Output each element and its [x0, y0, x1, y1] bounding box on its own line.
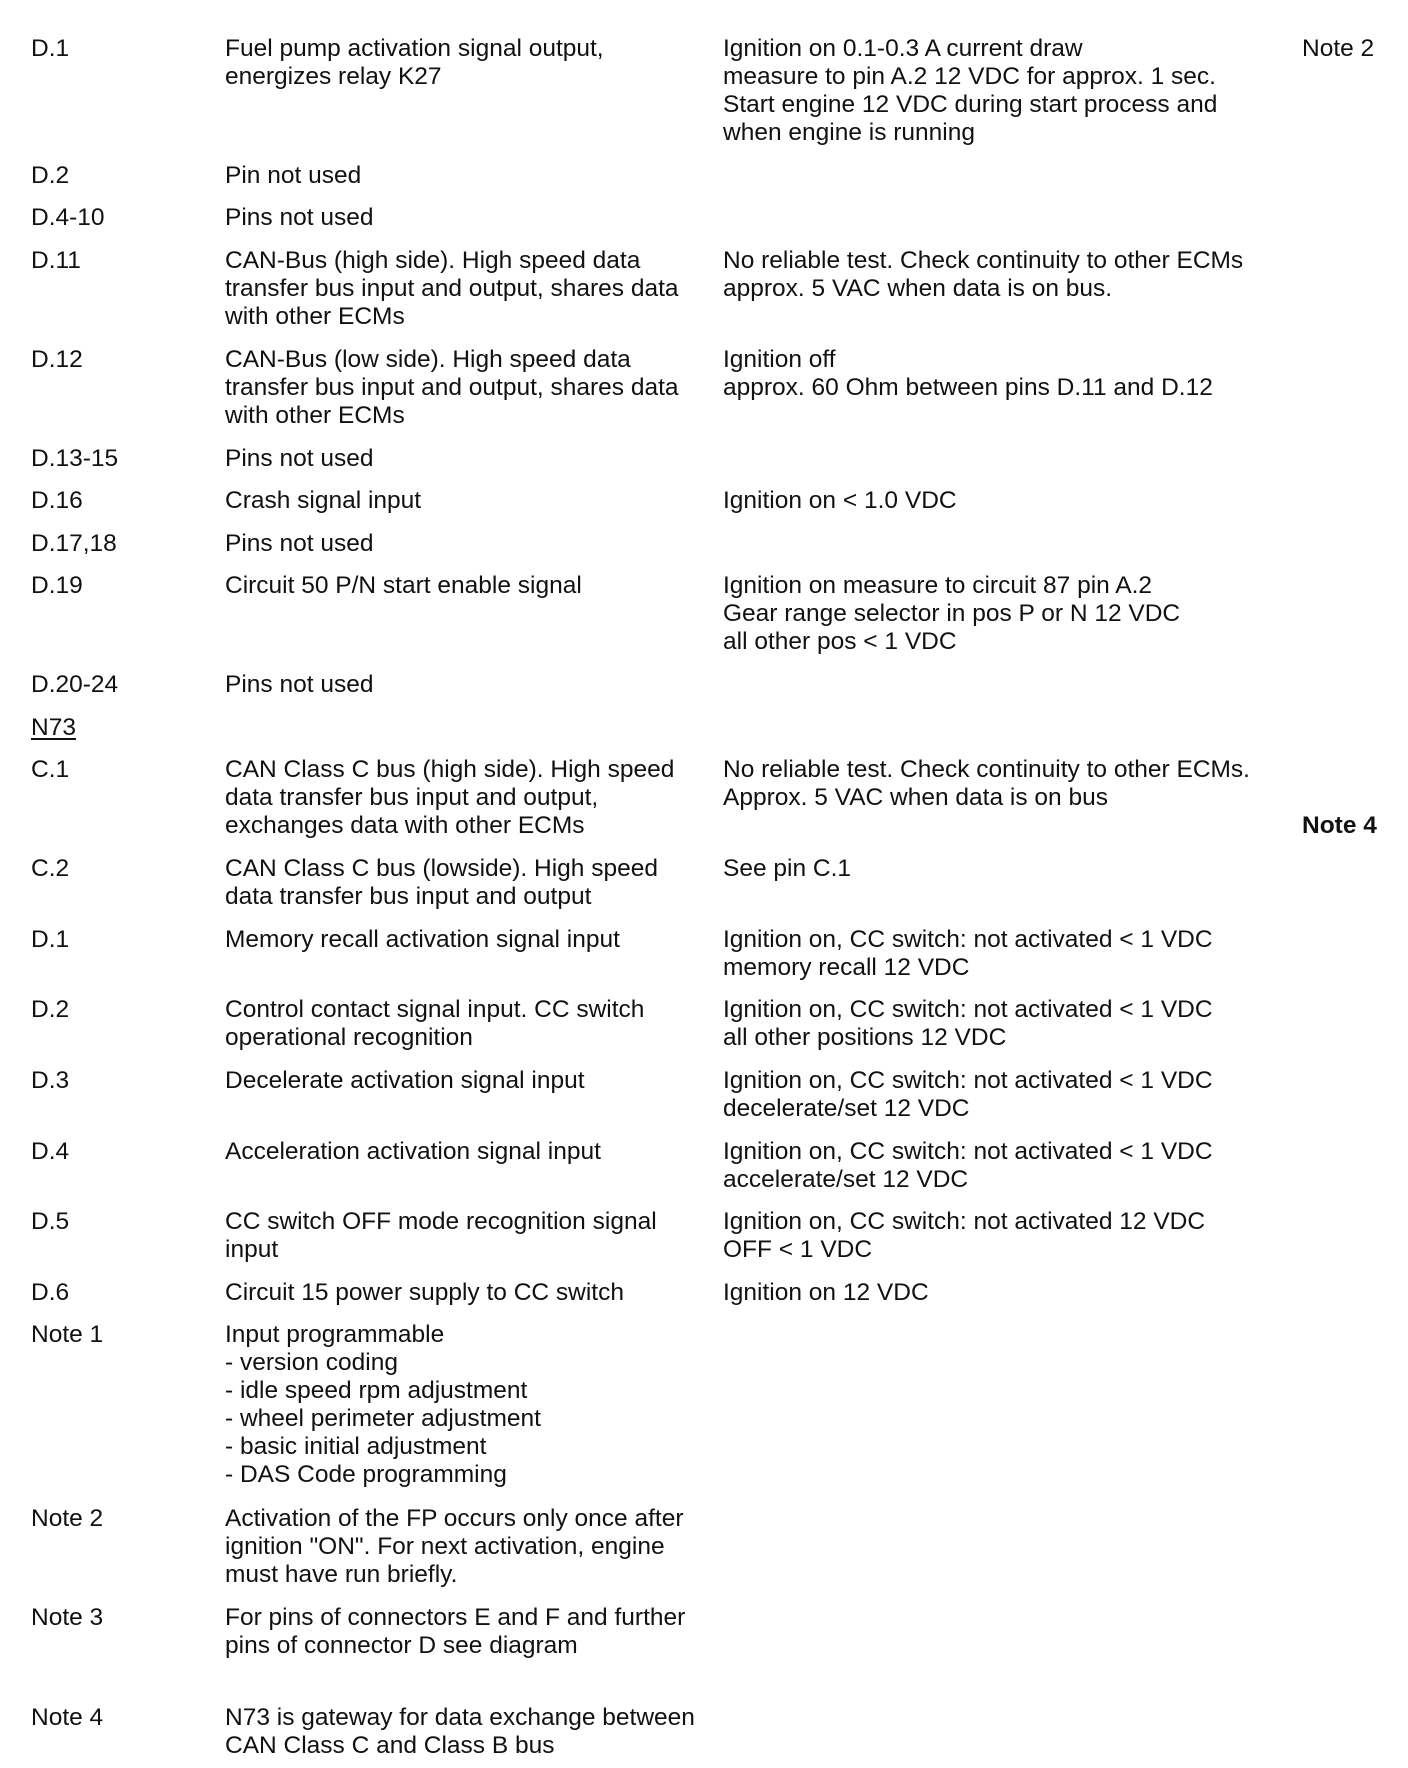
pin-function: Decelerate activation signal input — [225, 1067, 585, 1094]
pin-test-condition: Ignition on 0.1-0.3 A current draw measure to pin A.2 12 VDC for approx. 1 sec. Start engine 12 VDC during start process and when engine is running — [723, 35, 1218, 146]
pin-id: D.2 — [31, 996, 70, 1023]
pin-test-condition: Ignition on, CC switch: not activated < 1 VDC accelerate/set 12 VDC — [723, 1138, 1213, 1193]
pin-test-condition: Ignition off approx. 60 Ohm between pins D.11 and D.12 — [723, 346, 1213, 401]
note-label: Note 4 — [31, 1704, 104, 1731]
pin-id: D.13-15 — [31, 445, 119, 472]
pin-function: Crash signal input — [225, 487, 422, 514]
pin-id: D.4 — [31, 1138, 70, 1165]
pin-function: CAN-Bus (low side). High speed data transfer bus input and output, shares data with other ECMs — [225, 346, 679, 429]
pin-test-condition: Ignition on, CC switch: not activated 12 VDC OFF < 1 VDC — [723, 1208, 1206, 1263]
pin-id: D.6 — [31, 1279, 70, 1306]
pin-test-condition: No reliable test. Check continuity to other ECMs approx. 5 VAC when data is on bus. — [723, 247, 1244, 302]
note-label: Note 2 — [31, 1505, 104, 1532]
pin-function: CAN Class C bus (lowside). High speed data transfer bus input and output — [225, 855, 658, 910]
pin-test-condition: Ignition on 12 VDC — [723, 1279, 929, 1306]
pin-id: D.1 — [31, 35, 70, 62]
pin-test-condition: Ignition on, CC switch: not activated < 1 VDC memory recall 12 VDC — [723, 926, 1213, 981]
pin-id: D.17,18 — [31, 530, 117, 557]
pin-test-condition: Ignition on < 1.0 VDC — [723, 487, 957, 514]
pin-function: Acceleration activation signal input — [225, 1138, 601, 1165]
pin-test-condition: Ignition on measure to circuit 87 pin A.2 Gear range selector in pos P or N 12 VDC all other pos < 1 VDC — [723, 572, 1181, 655]
pin-function: CAN-Bus (high side). High speed data transfer bus input and output, shares data with other ECMs — [225, 247, 679, 330]
note-text: Input programmable - version coding - idle speed rpm adjustment - wheel perimeter adjustment - basic initial adjustment - DAS Code programming — [225, 1321, 541, 1488]
pin-test-condition: Ignition on, CC switch: not activated < 1 VDC all other positions 12 VDC — [723, 996, 1213, 1051]
pin-function: Pins not used — [225, 671, 374, 698]
pin-id: D.1 — [31, 926, 70, 953]
pin-test-condition: See pin C.1 — [723, 855, 852, 882]
section-heading: N73 — [31, 714, 76, 741]
pin-id: D.12 — [31, 346, 83, 373]
pin-note-ref: Note 4 — [1302, 812, 1377, 839]
pin-function: Memory recall activation signal input — [225, 926, 620, 953]
pin-function: Fuel pump activation signal output, energizes relay K27 — [225, 35, 604, 90]
pin-id: D.16 — [31, 487, 83, 514]
pin-function: Circuit 50 P/N start enable signal — [225, 572, 582, 599]
note-text: For pins of connectors E and F and further pins of connector D see diagram — [225, 1604, 686, 1659]
note-label: Note 3 — [31, 1604, 104, 1631]
pin-test-condition: Ignition on, CC switch: not activated < 1 VDC decelerate/set 12 VDC — [723, 1067, 1213, 1122]
pin-function: CC switch OFF mode recognition signal input — [225, 1208, 657, 1263]
pin-test-condition: No reliable test. Check continuity to other ECMs. Approx. 5 VAC when data is on bus — [723, 756, 1250, 811]
note-text: N73 is gateway for data exchange between CAN Class C and Class B bus — [225, 1704, 695, 1759]
pin-id: D.4-10 — [31, 204, 105, 231]
pin-function: Control contact signal input. CC switch operational recognition — [225, 996, 645, 1051]
pin-id: D.11 — [31, 247, 81, 274]
pin-function: Pins not used — [225, 204, 374, 231]
pin-id: D.5 — [31, 1208, 70, 1235]
pin-id: D.20-24 — [31, 671, 119, 698]
pin-function: Circuit 15 power supply to CC switch — [225, 1279, 624, 1306]
pin-id: C.1 — [31, 756, 70, 783]
note-label: Note 1 — [31, 1321, 104, 1348]
pin-id: D.3 — [31, 1067, 70, 1094]
pin-id: C.2 — [31, 855, 70, 882]
pin-function: Pin not used — [225, 162, 362, 189]
pin-function: Pins not used — [225, 445, 374, 472]
pin-note-ref: Note 2 — [1302, 35, 1375, 62]
pin-id: D.19 — [31, 572, 83, 599]
pin-id: D.2 — [31, 162, 70, 189]
note-text: Activation of the FP occurs only once after ignition "ON". For next activation, engine must have run briefly. — [225, 1505, 684, 1588]
pin-function: CAN Class C bus (high side). High speed data transfer bus input and output, exchanges data with other ECMs — [225, 756, 675, 839]
pin-function: Pins not used — [225, 530, 374, 557]
